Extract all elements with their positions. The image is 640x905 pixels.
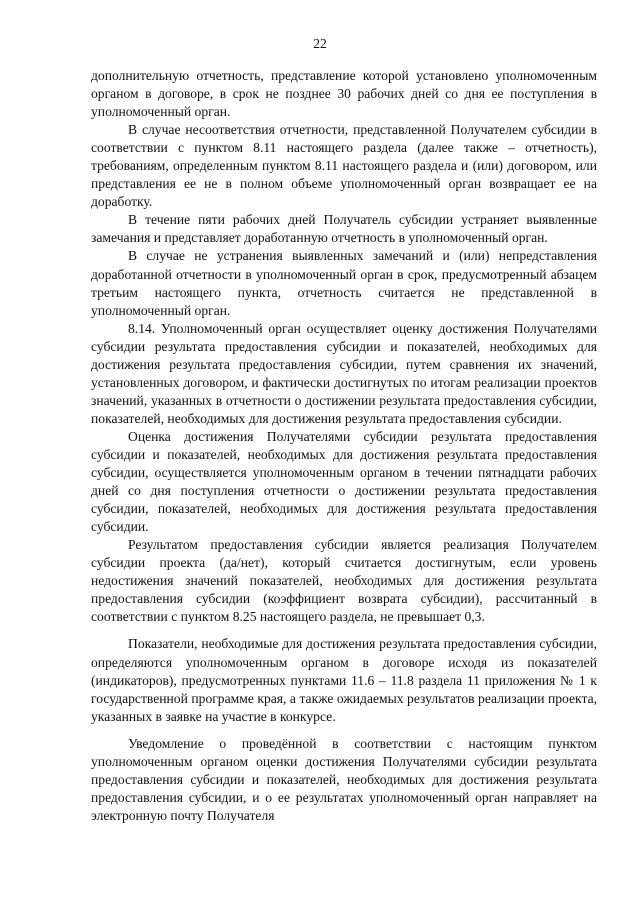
paragraph-report-mismatch: В случае несоответствия отчетности, представленной Получателем субсидии в соответствии с пунктом 8.11 настоящего раздела (далее также – отчетность), требованиям, определенным пунктом 8.11 настоящего раздела и (или) договором, или представления ее не в полном объеме уполномоченный орган возвращает ее на доработку. [91, 122, 597, 210]
paragraph-not-submitted: В случае не устранения выявленных замечаний и (или) непредставления доработанной отчетности в уполномоченный орган в срок, предусмотренный абзацем третьим настоящего пункта, отчетность считается не представленной в уполномоченный орган. [91, 248, 597, 318]
paragraph-8-14: 8.14. Уполномоченный орган осуществляет оценку достижения Получателями субсидии результата предоставления субсидии и показателей, необходимых для достижения результата предоставления субсидии, путем сравнения их значений, установленных договором, и фактически достигнутых по итогам реализации проектов значений, указанных в отчетности о достижении результата предоставления субсидии, показателей, необходимых для достижения результата предоставления субсидии. [91, 320, 597, 426]
paragraph-indicators: Показатели, необходимые для достижения результата предоставления субсидии, определяются уполномоченным органом в договоре исходя из показателей (индикаторов), предусмотренных пунктами 11.6 – 11.8 раздела 11 приложения № 1 к государственной программе края, а также ожидаемых результатов реализации проекта, указанных в заявке на участие в конкурсе. [91, 636, 597, 724]
body-text [91, 67, 597, 825]
paragraph-assessment-period: Оценка достижения Получателями субсидии результата предоставления субсидии и показателей, необходимых для достижения результата предоставления субсидии, осуществляется уполномоченным органом в течении пятнадцати рабочих дней со дня поступления отчетности о достижении результата предоставления субсидии, показателей, необходимых для достижения результата предоставления субсидии. [91, 428, 597, 535]
paragraph-notification: Уведомление о проведённой в соответствии с настоящим пунктом уполномоченным органом оценки достижения Получателями субсидии результата предоставления субсидии и показателей, необходимых для достижения результата предоставления субсидии, и о ее результатах уполномоченный орган направляет на электронную почту Получателя [91, 735, 597, 823]
page-number: 22 [313, 36, 327, 51]
paragraph-continuation: дополнительную отчетность, представление которой установлено уполномоченным органом в договоре, в срок не позднее 30 рабочих дней со дня ее поступления в уполномоченный орган. [91, 68, 597, 120]
paragraph-result-definition: Результатом предоставления субсидии является реализация Получателем субсидии проекта (да/нет), который считается достигнутым, если уровень недостижения значений показателей, необходимых для достижения результата предоставления субсидии (коэффициент возврата субсидии), рассчитанный в соответствии с пунктом 8.25 настоящего раздела, не превышает 0,3. [91, 537, 597, 625]
paragraph-correction-deadline: В течение пяти рабочих дней Получатель субсидии устраняет выявленные замечания и представляет доработанную отчетность в уполномоченный орган. [91, 212, 597, 246]
